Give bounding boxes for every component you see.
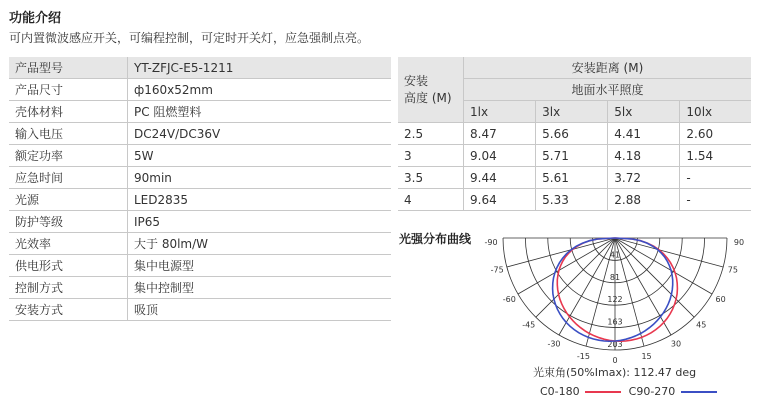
- angle-label: 75: [727, 265, 738, 275]
- spec-label: 安装方式: [9, 299, 128, 321]
- spec-value: DC24V/DC36V: [128, 123, 392, 145]
- angle-label: -45: [522, 320, 536, 330]
- spec-row: [9, 211, 391, 233]
- install-distance-value: 9.04: [464, 145, 536, 167]
- spec-row: [9, 145, 391, 167]
- spec-value: 吸顶: [128, 299, 392, 321]
- polar-spoke: [507, 238, 615, 267]
- spec-row: [9, 277, 391, 299]
- lux-column-header: 1lx: [464, 101, 536, 123]
- spec-value: 集中控制型: [128, 277, 392, 299]
- install-distance-value: 5.33: [536, 189, 608, 211]
- spec-value: 5W: [128, 145, 392, 167]
- install-distance-value: 9.64: [464, 189, 536, 211]
- angle-label: -30: [547, 339, 561, 349]
- lux-column-header: 10lx: [680, 101, 751, 123]
- polar-spoke: [615, 238, 723, 267]
- illuminance-header: 地面水平照度: [464, 79, 752, 101]
- chart-legend: [540, 385, 721, 398]
- install-row: [398, 145, 751, 167]
- install-distance-value: 4.41: [608, 123, 680, 145]
- install-row: [398, 189, 751, 211]
- spec-value: IP65: [128, 211, 392, 233]
- spec-row: [9, 167, 391, 189]
- spec-label: 产品型号: [9, 57, 128, 79]
- radial-label: 203: [607, 340, 623, 349]
- legend-c0-label: C0-180: [540, 385, 580, 398]
- angle-label: -60: [502, 295, 516, 304]
- polar-intensity-chart: [484, 222, 745, 367]
- install-height: 2.5: [398, 123, 464, 145]
- spec-row: [9, 189, 391, 211]
- angle-label: -75: [490, 265, 504, 275]
- angle-label: 90: [733, 238, 745, 247]
- spec-value: 90min: [128, 167, 392, 189]
- angle-label: -90: [484, 238, 498, 247]
- spec-label: 光效率: [9, 233, 128, 255]
- angle-label: 30: [670, 339, 682, 349]
- distribution-title: 光强分布曲线: [399, 232, 472, 246]
- polar-spoke: [615, 238, 694, 317]
- install-distance-value: 9.44: [464, 167, 536, 189]
- install-distance-table: [398, 57, 751, 211]
- angle-label: 0: [612, 356, 618, 365]
- spec-label: 防护等级: [9, 211, 128, 233]
- spec-table: [9, 57, 391, 321]
- intro-text: 可内置微波感应开关，可编程控制，可定时开关灯，应急强制点亮。: [9, 31, 370, 45]
- radial-label: 122: [607, 295, 623, 305]
- legend-c0-line: [585, 391, 621, 393]
- spec-row: [9, 123, 391, 145]
- legend-c90-label: C90-270: [628, 385, 676, 398]
- section-title: 功能介绍: [9, 11, 62, 26]
- spec-row: [9, 233, 391, 255]
- legend-c90-line: [681, 391, 717, 393]
- install-distance-value: 3.72: [608, 167, 680, 189]
- radial-label: 81: [609, 272, 621, 282]
- height-header: 安装 高度 (M): [398, 57, 464, 123]
- lux-column-header: 3lx: [536, 101, 608, 123]
- lux-column-header: 5lx: [608, 101, 680, 123]
- install-distance-value: -: [680, 167, 751, 189]
- polar-spoke: [615, 238, 712, 294]
- spec-row: [9, 57, 391, 79]
- spec-label: 供电形式: [9, 255, 128, 277]
- beam-angle-caption: 光束角(50%Imax): 112.47 deg: [533, 366, 697, 379]
- install-height: 3.5: [398, 167, 464, 189]
- install-distance-value: 1.54: [680, 145, 751, 167]
- spec-row: [9, 101, 391, 123]
- spec-value: ф160x52mm: [128, 79, 392, 101]
- install-height: 3: [398, 145, 464, 167]
- spec-label: 壳体材料: [9, 101, 128, 123]
- install-distance-value: 5.71: [536, 145, 608, 167]
- spec-label: 光源: [9, 189, 128, 211]
- install-distance-value: 4.18: [608, 145, 680, 167]
- angle-label: 60: [715, 295, 726, 304]
- spec-value: 大于 80lm/W: [128, 233, 392, 255]
- spec-label: 应急时间: [9, 167, 128, 189]
- install-distance-value: 2.88: [608, 189, 680, 211]
- install-distance-value: 8.47: [464, 123, 536, 145]
- spec-label: 输入电压: [9, 123, 128, 145]
- angle-label: 15: [641, 351, 652, 361]
- install-distance-value: -: [680, 189, 751, 211]
- radial-label: 41: [609, 250, 621, 260]
- polar-spoke: [536, 238, 615, 317]
- install-distance-value: 2.60: [680, 123, 751, 145]
- spec-row: [9, 299, 391, 321]
- spec-value: 集中电源型: [128, 255, 392, 277]
- spec-row: [9, 79, 391, 101]
- distance-header: 安装距离 (M): [464, 57, 752, 79]
- spec-value: LED2835: [128, 189, 392, 211]
- spec-value: YT-ZFJC-E5-1211: [128, 57, 392, 79]
- radial-label: 163: [607, 317, 623, 327]
- install-row: [398, 167, 751, 189]
- install-distance-value: 5.61: [536, 167, 608, 189]
- install-height: 4: [398, 189, 464, 211]
- spec-label: 产品尺寸: [9, 79, 128, 101]
- angle-label: 45: [696, 320, 707, 330]
- spec-label: 额定功率: [9, 145, 128, 167]
- spec-value: PC 阻燃塑料: [128, 101, 392, 123]
- spec-row: [9, 255, 391, 277]
- spec-label: 控制方式: [9, 277, 128, 299]
- install-distance-value: 5.66: [536, 123, 608, 145]
- polar-spoke: [518, 238, 615, 294]
- angle-label: -15: [576, 351, 590, 361]
- install-row: [398, 123, 751, 145]
